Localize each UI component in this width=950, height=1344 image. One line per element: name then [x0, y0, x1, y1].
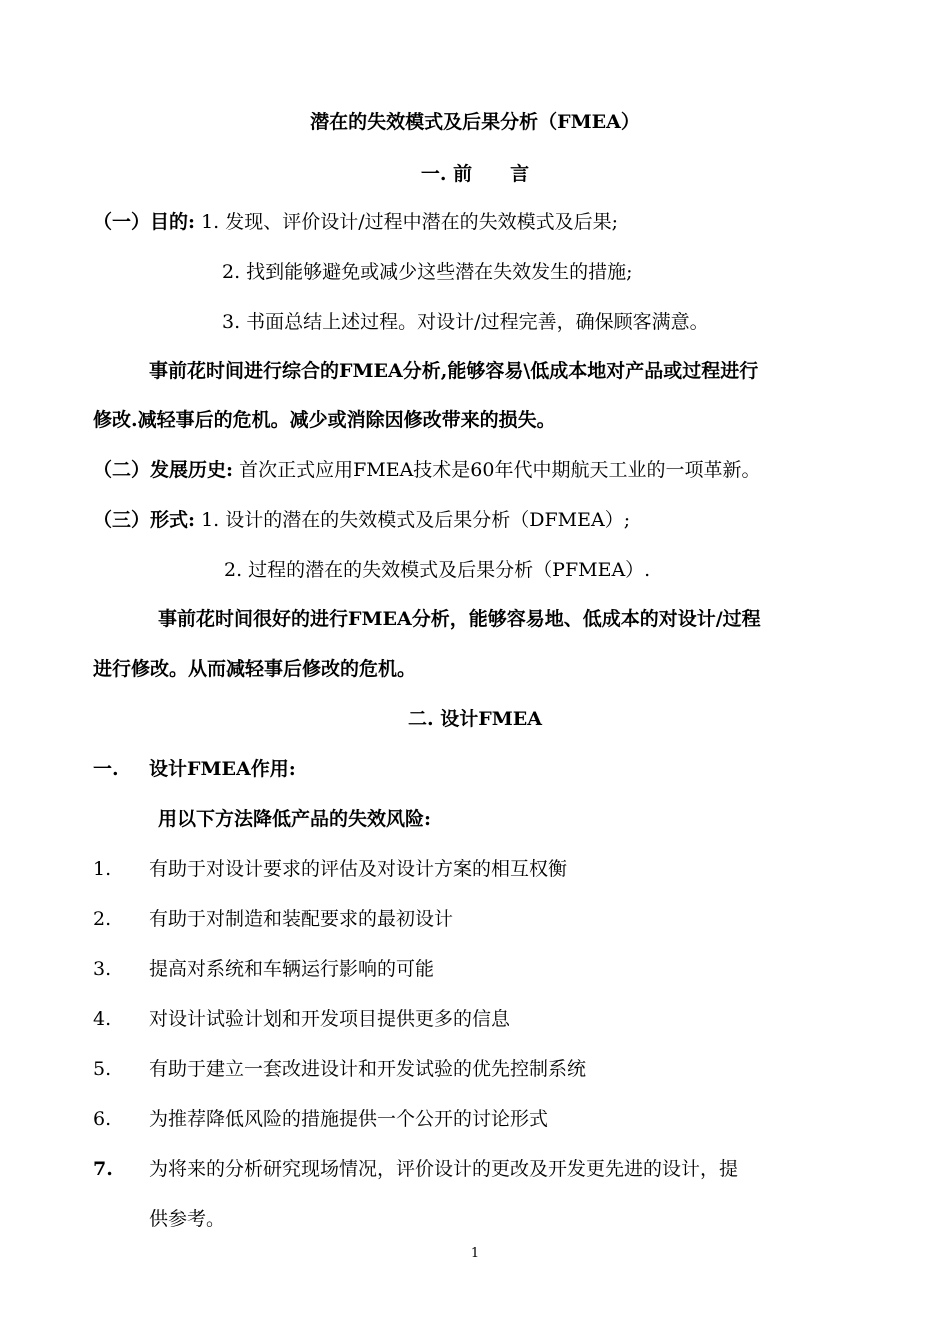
- list-text: 提高对系统和车辆运行影响的可能: [149, 958, 435, 980]
- list-text: 有助于对设计要求的评估及对设计方案的相互权衡: [149, 858, 568, 880]
- paragraph-line: 进行修改。从而减轻事后修改的危机。: [93, 658, 417, 680]
- list-text: 有助于对制造和装配要求的最初设计: [149, 908, 454, 930]
- section-heading-design-fmea: 二. 设计FMEA: [408, 708, 542, 730]
- form-item: 2. 过程的潜在的失效模式及后果分析（PFMEA）.: [224, 559, 651, 581]
- purpose-item: 1. 发现、评价设计/过程中潜在的失效模式及后果;: [201, 211, 619, 233]
- document-title: 潜在的失效模式及后果分析（FMEA）: [310, 111, 640, 133]
- section-heading-preface: 一. 前 言: [420, 163, 530, 185]
- history-text: 首次正式应用FMEA技术是60年代中期航天工业的一项革新。: [239, 459, 761, 481]
- list-number: 4.: [93, 1008, 112, 1030]
- form-row-1: [93, 506, 630, 534]
- list-number: 5.: [93, 1058, 112, 1080]
- history-row: [93, 456, 760, 484]
- paragraph-line: 事前花时间很好的进行FMEA分析，能够容易地、低成本的对设计/过程: [158, 608, 761, 630]
- purpose-item: 3. 书面总结上述过程。对设计/过程完善，确保顾客满意。: [222, 311, 709, 333]
- history-label: （二）发展历史:: [93, 459, 234, 481]
- list-text: 有助于建立一套改进设计和开发试验的优先控制系统: [149, 1058, 587, 1080]
- list-text: 对设计试验计划和开发项目提供更多的信息: [149, 1008, 511, 1030]
- list-number: 3.: [93, 958, 112, 980]
- list-text: 为将来的分析研究现场情况，评价设计的更改及开发更先进的设计，提: [149, 1158, 739, 1180]
- subsection-title: 设计FMEA作用:: [149, 758, 296, 780]
- form-item: 1. 设计的潜在的失效模式及后果分析（DFMEA）;: [201, 509, 631, 531]
- list-number: 7.: [93, 1158, 113, 1180]
- form-label: （三）形式:: [93, 509, 196, 531]
- purpose-item: 2. 找到能够避免或减少这些潜在失效发生的措施;: [222, 261, 633, 283]
- subsection-number: 一.: [93, 758, 119, 780]
- list-number: 1.: [93, 858, 112, 880]
- paragraph-line: 事前花时间进行综合的FMEA分析,能够容易\低成本地对产品或过程进行: [149, 360, 759, 382]
- paragraph-line: 修改.减轻事后的危机。减少或消除因修改带来的损失。: [93, 409, 556, 431]
- page-number: 1: [470, 1246, 480, 1261]
- intro-line: 用以下方法降低产品的失效风险:: [158, 808, 432, 830]
- purpose-label: （一）目的:: [93, 211, 196, 233]
- list-number: 6.: [93, 1108, 112, 1130]
- list-number: 2.: [93, 908, 112, 930]
- list-text-continuation: 供参考。: [149, 1208, 226, 1230]
- list-text: 为推荐降低风险的措施提供一个公开的讨论形式: [149, 1108, 549, 1130]
- purpose-row-1: [93, 208, 618, 236]
